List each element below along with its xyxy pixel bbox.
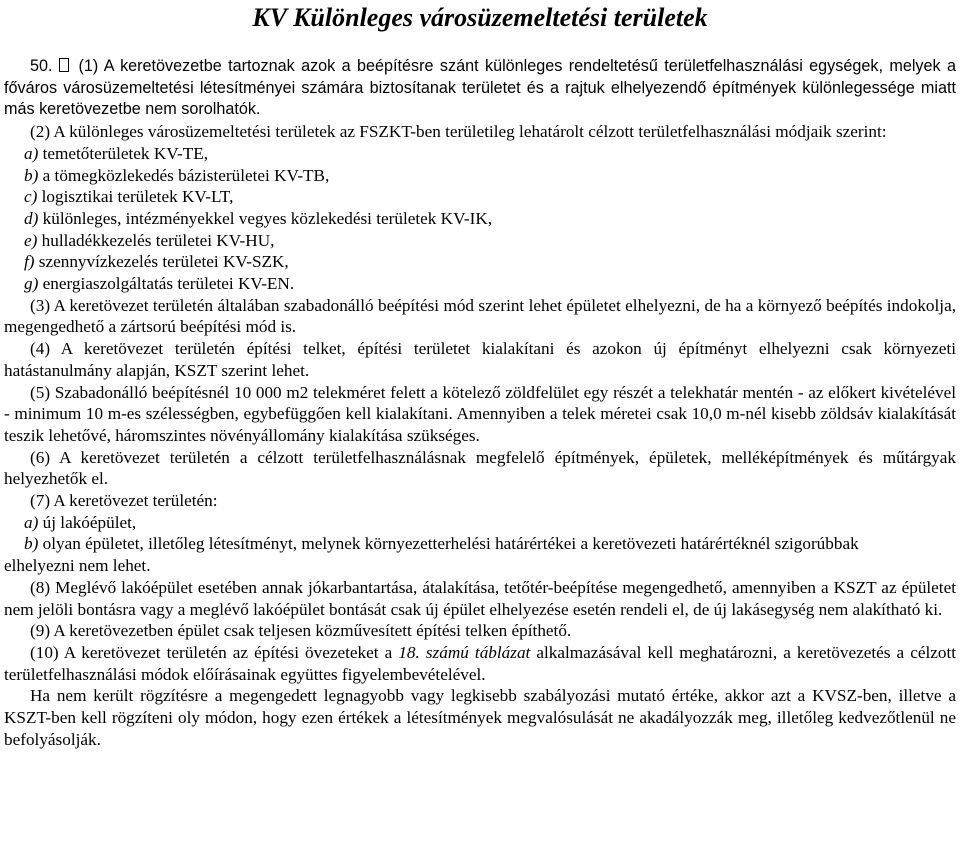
list-item — [4, 143, 956, 165]
list-item-text: logisztikai területek KV-LT, — [37, 187, 234, 207]
list-item-letter: e) — [24, 230, 38, 250]
paragraph-1 — [4, 56, 956, 121]
paragraph-5: (5) Szabadonálló beépítésnél 10 000 m2 telekméret felett a kötelező zöldfelület egy részét a telekhatár mentén - az előkert kivételével - minimum 10 m-es szélességben, egybefüggően kell kialakítani. Amennyiben a telek méretei csak 10,0 m-nél kisebb zöldsáv kialakítását teszik lehetővé, háromszintes növényállomány kialakítása szükséges. — [4, 382, 956, 445]
paragraph-8: (8) Meglévő lakóépület esetében annak jókarbantartása, átalakítása, tetőtér-beépítése megengedhető, amennyiben a KSZT az épületet nem jelöli bontásra vagy a meglévő lakóépület bontását csak új épület elhelyezése esetén rendeli el, de új lakásegység nem alakítható ki. — [4, 577, 956, 619]
list-item-text: a tömegközlekedés bázisterületei KV-TB, — [38, 165, 330, 185]
section-50 — [4, 56, 956, 751]
list-item-letter: g) — [24, 274, 39, 294]
list-item — [4, 186, 956, 208]
table-reference: 18. számú táblázat — [398, 642, 531, 662]
list-item-text: hulladékkezelés területei KV-HU, — [37, 230, 275, 250]
paragraph-10 — [4, 642, 956, 685]
paragraph-1-text: (1) A keretövezetbe tartoznak azok a beépítésre szánt különleges rendeltetésű területfelhasználási egységek, melyek a főváros városüzemeltetési létesítményei számára biztosítanak területet és a rajtuk elhelyezendő építmények különlegessége miatt más keretövezetbe nem sorolhatók. — [4, 57, 956, 119]
paragraph-10-text-b: alkalmazásával kell meghatározni, a keretövezetés a célzott területfelhasználási módok előírásainak együttes figyelembevételével. — [4, 642, 957, 684]
list-item-text: temetőterületek KV-TE, — [38, 143, 209, 163]
paragraph-6: (6) A keretövezet területén a célzott területfelhasználásnak megfelelő építmények, épületek, melléképítmények és műtárgyak helyezhetők el. — [4, 447, 956, 489]
paragraph-10-text-a: (10) A keretövezet területén az építési övezeteket a — [30, 642, 399, 662]
page-title: KV Különleges városüzemeltetési területek — [252, 3, 708, 32]
list-item-letter: a) — [24, 143, 39, 163]
paragraph-7-item-b — [4, 533, 956, 555]
list-item-text: különleges, intézményekkel vegyes közlekedési területek KV-IK, — [38, 208, 493, 228]
list-item-letter: d) — [24, 208, 39, 228]
list-item — [4, 230, 956, 252]
list-item-text: szennyvízkezelés területei KV-SZK, — [34, 252, 289, 272]
list-item — [4, 251, 956, 273]
list-item — [4, 165, 956, 187]
list-2 — [4, 143, 956, 295]
checkbox-icon — [59, 58, 69, 72]
paragraph-9: (9) A keretövezetben épület csak teljesen közművesített építési telken építhető. — [30, 621, 572, 641]
paragraph-7-item-a — [4, 512, 956, 534]
list-item — [4, 273, 956, 295]
section-number: 50. — [30, 57, 53, 75]
paragraph-7: (7) A keretövezet területén: — [30, 491, 218, 511]
list-item — [4, 208, 956, 230]
list-item-letter: f) — [24, 252, 35, 272]
paragraph-2: (2) A különleges városüzemeltetési területek az FSZKT-ben területileg lehatárolt célzott területfelhasználási módjaik szerint: — [30, 122, 887, 142]
list-item-text: olyan épületet, illetőleg létesítményt, melynek környezetterhelési határértékei a keretövezeti határértéknél szigorúbbak — [38, 534, 859, 554]
paragraph-7-end: elhelyezni nem lehet. — [4, 556, 151, 576]
list-item-text: energiaszolgáltatás területei KV-EN. — [38, 274, 295, 294]
list-item-letter: b) — [24, 165, 39, 185]
list-item-letter: b) — [24, 534, 39, 554]
paragraph-11: Ha nem került rögzítésre a megengedett legnagyobb vagy legkisebb szabályozási mutató értéke, akkor azt a KVSZ-ben, illetve a KSZT-ben kell rögzíteni oly módon, hogy ezen értékek a létesítmények megvalósulását ne akadályozzák meg, illetőleg kedvezőtlenül ne befolyásolják. — [4, 686, 956, 749]
list-item-letter: a) — [24, 512, 39, 532]
list-item-letter: c) — [24, 187, 38, 207]
paragraph-3: (3) A keretövezet területén általában szabadonálló beépítési mód szerint lehet épületet elhelyezni, de ha a környező beépítés indokolja, megengedhető a zártsorú beépítési mód is. — [4, 295, 956, 337]
list-item-text: új lakóépület, — [38, 512, 137, 532]
paragraph-4: (4) A keretövezet területén építési telket, építési területet kialakítani és azokon új építményt elhelyezni csak környezeti hatástanulmány alapján, KSZT szerint lehet. — [4, 339, 956, 380]
